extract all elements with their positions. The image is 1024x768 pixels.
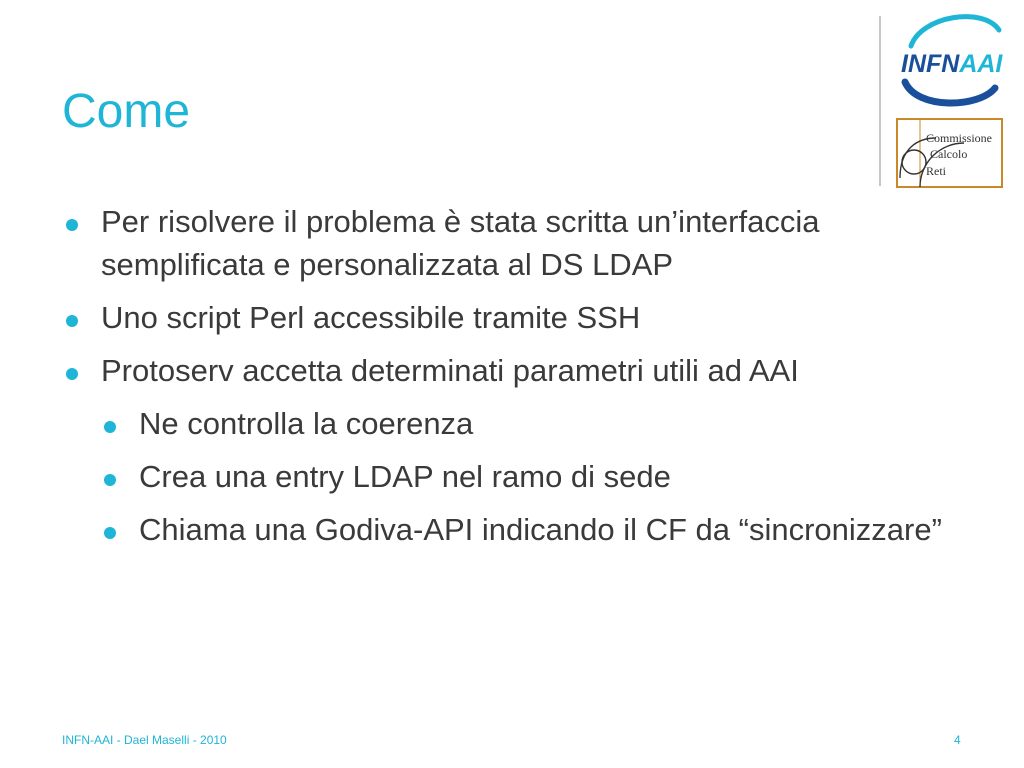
ccr-line3: Reti [926, 164, 946, 178]
slide-title: Come [62, 85, 191, 138]
sub-bullet-text: Crea una entry LDAP nel ramo di sede [139, 459, 671, 494]
bullet-dot-icon [66, 368, 78, 380]
ccr-logo [896, 118, 1003, 188]
ccr-line2: Calcolo [930, 147, 968, 161]
bullet-text: Protoserv accetta determinati parametri utili ad AAI [101, 353, 799, 388]
sub-bullet-text: Chiama una Godiva-API indicando il CF da “sincronizzare” [139, 512, 942, 547]
bullet-item [62, 296, 962, 339]
sub-bullet-dot-icon [104, 527, 116, 539]
infn-aai-logo [893, 8, 1005, 108]
bullet-list [62, 200, 962, 561]
bullet-text: Uno script Perl accessibile tramite SSH [101, 300, 641, 335]
bullet-dot-icon [66, 219, 78, 231]
bullet-dot-icon [66, 315, 78, 327]
bullet-item [62, 349, 962, 392]
ccr-line1: Commissione [926, 131, 993, 145]
bullet-item [62, 200, 962, 286]
logo-arc-bottom [905, 82, 995, 103]
sub-bullet-dot-icon [104, 421, 116, 433]
logo-arc-top [911, 17, 999, 46]
sub-bullet-dot-icon [104, 474, 116, 486]
footer-text: INFN-AAI - Dael Maselli - 2010 [62, 733, 227, 747]
sub-bullet-item [62, 455, 962, 498]
page-number: 4 [954, 733, 961, 747]
sub-bullet-item [62, 402, 962, 445]
divider-line [879, 16, 881, 186]
bullet-text: Per risolvere il problema è stata scritta un’interfaccia semplificata e personalizzata al DS LDAP [101, 204, 820, 282]
sub-bullet-text: Ne controlla la coerenza [139, 406, 474, 441]
sub-bullet-item [62, 508, 962, 551]
logo-text: INFNAAI [901, 50, 1003, 78]
